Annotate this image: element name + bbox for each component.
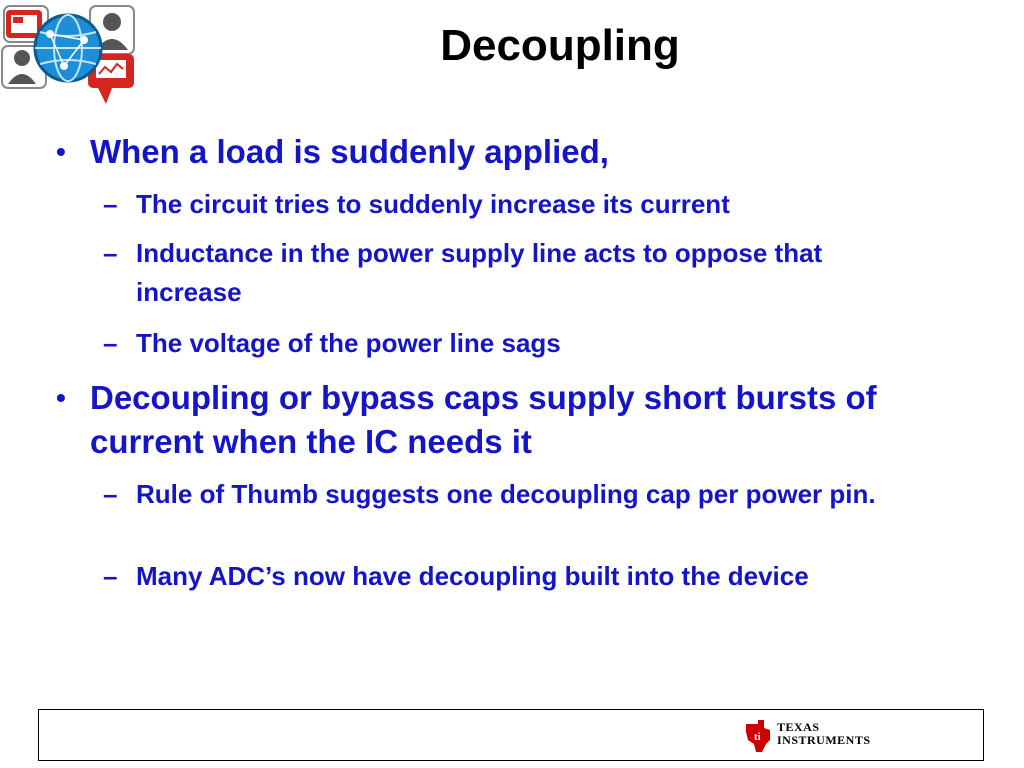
sub-bullet-text: Inductance in the power supply line acts to oppose that increase — [136, 238, 823, 307]
ti-brand-line1: TEXAS — [777, 720, 820, 734]
sub-bullet-marker: – — [103, 328, 118, 358]
ti-brand-text — [777, 721, 871, 747]
sub-bullet-text: Many ADC’s now have decoupling built into the device — [136, 561, 809, 591]
sub-bullet-marker: – — [103, 238, 118, 268]
bullet-text: Decoupling or bypass caps supply short bursts of current when the IC needs it — [90, 379, 877, 460]
sub-bullet-marker: – — [103, 479, 118, 509]
slide-title: Decoupling — [440, 21, 680, 70]
sub-bullet-marker: – — [103, 189, 118, 219]
ti-brand-line2: INSTRUMENTS — [777, 733, 871, 747]
sub-bullet-text: The voltage of the power line sags — [136, 328, 561, 358]
svg-text:ti: ti — [754, 731, 761, 743]
sub-bullet-marker: – — [103, 561, 118, 591]
sub-bullet-text: The circuit tries to suddenly increase its current — [136, 189, 730, 219]
bullet-marker: • — [56, 382, 66, 413]
bullet-marker: • — [56, 136, 66, 167]
bullet-text: When a load is suddenly applied, — [90, 133, 609, 170]
sub-bullet-text: Rule of Thumb suggests one decoupling cap per power pin. — [136, 479, 876, 509]
